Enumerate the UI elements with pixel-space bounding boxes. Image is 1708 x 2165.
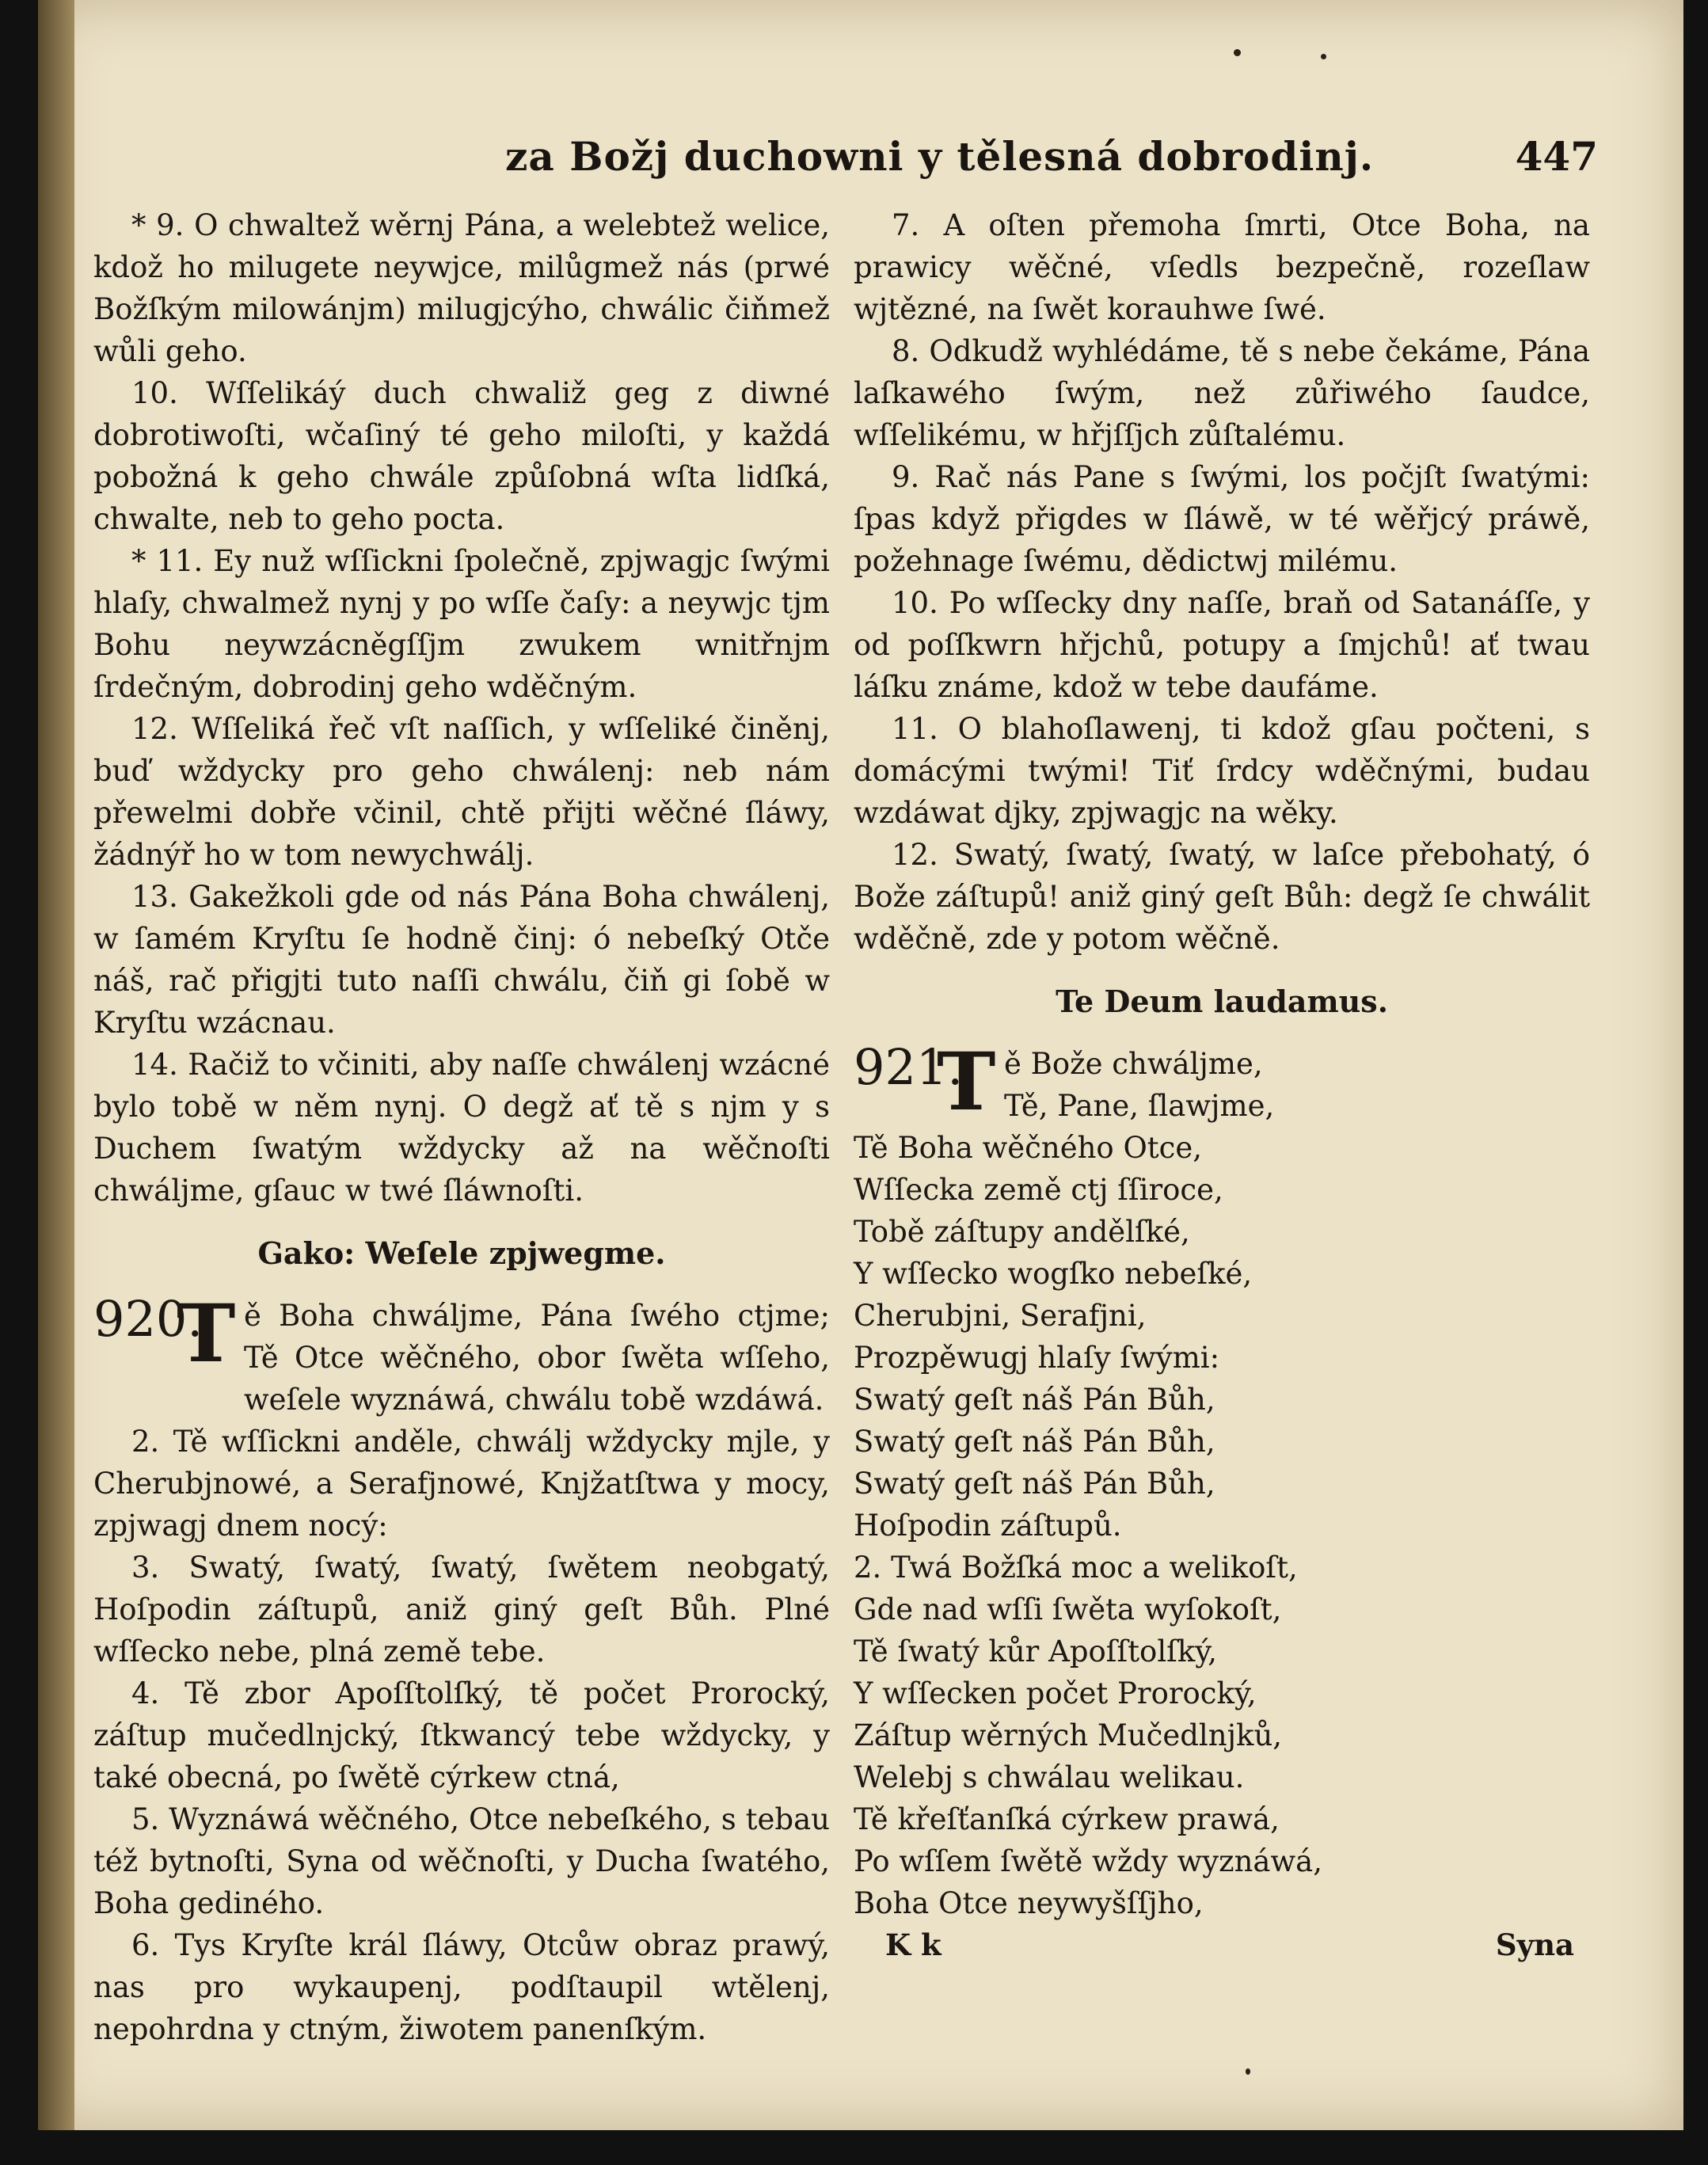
book-gutter (38, 0, 74, 2130)
hymn-line: Y wſſecken počet Prorocký, (854, 1676, 1257, 1710)
left-column (93, 204, 830, 2050)
stanza: 6. Tys Kryſte král ſláwy, Otcůw obraz prawý, nas pro wykaupenj, podſtaupil wtělenj, nepohrdna y ctným, žiwotem panenſkým. (93, 1928, 830, 2046)
hymn-line: Tobě záſtupy andělſké, (854, 1215, 1190, 1249)
stanza: 2. Tě wſſickni anděle, chwálj wždycky mjle, y Cherubjnowé, a Serafjnowé, Knjžatſtwa y mocy, zpjwagj dnem nocý: (93, 1425, 830, 1543)
hymn-first-stanza: ě Boha chwáljme, Pána ſwého ctjme; Tě Otce wěčného, obor ſwěta wſſeho, weſele wyznáwá, chwálu tobě wzdáwá. (244, 1299, 830, 1417)
hymn-line: Záſtup wěrných Mučedlnjků, (854, 1718, 1283, 1752)
hymn-line: Wſſecka země ctj ſſiroce, (854, 1173, 1223, 1207)
right-column (854, 204, 1590, 1969)
stanza: 14. Račiž to včiniti, aby naſſe chwálenj wzácné bylo tobě w něm nynj. O degž ať tě s njm y s Duchem ſwatým wždycky až na wěčnoſti chwáljme, gſauc w twé ſláwnoſti. (93, 1048, 830, 1208)
hymn-number: 921. (854, 1038, 964, 1096)
stanza: 13. Gakežkoli gde od nás Pána Boha chwálenj, w ſamém Kryſtu ſe hodně činj: ó nebeſký Otče náš, rač přigjti tuto naſſi chwálu, čiň gi ſobě w Kryſtu wzácnau. (93, 880, 830, 1040)
hymn-line: Y wſſecko wogſko nebeſké, (854, 1257, 1253, 1291)
hymn-line: Welebj s chwálau welikau. (854, 1760, 1245, 1794)
te-deum-heading: Te Deum laudamus. (1056, 984, 1388, 1019)
page-footer (854, 1924, 1590, 1969)
ink-speck (1234, 49, 1241, 56)
running-header (466, 133, 1598, 188)
stanza: 8. Odkudž wyhlédáme, tě s nebe čekáme, Pána laſkawého ſwým, než zůřiwého ſaudce, wſſelikému, w hřjſſjch zůſtalému. (854, 334, 1590, 452)
ink-speck (1321, 54, 1326, 59)
stanza: 10. Po wſſecky dny naſſe, braň od Satanáſſe, y od poſſkwrn hřjchů, potupy a ſmjchů! ať twau láſku známe, kdož w tebe daufáme. (854, 586, 1590, 704)
stanza: 9. Rač nás Pane s ſwými, los počjſt ſwatými: ſpas když přigdes w ſláwě, w té wěřjcý práwě, požehnage ſwému, dědictwj milému. (854, 460, 1590, 578)
drop-cap: T (177, 1287, 236, 1380)
hymn-line: Cherubjni, Serafjni, (854, 1299, 1147, 1333)
hymn-line: Tě ſwatý kůr Apoſſtolſký, (854, 1634, 1218, 1668)
hymn-921-opening (854, 1035, 1590, 1128)
page-number: 447 (1515, 133, 1598, 180)
stanza: * 11. Ey nuž wſſickni ſpolečně, zpjwagjc ſwými hlaſy, chwalmež nynj y po wſſe čaſy: a neywjc tjm Bohu neywzácněgſſjm zwukem wnitřnjm ſrdečným, dobrodinj geho wděčným. (93, 544, 830, 704)
stanza: 12. Swatý, ſwatý, ſwatý, w laſce přebohatý, ó Bože záſtupů! aniž giný geſt Bůh: degž ſe chwálit wděčně, zde y potom wěčně. (854, 838, 1590, 956)
hymn-line: 2. Twá Božſká moc a welikoſt, (854, 1551, 1298, 1585)
running-title: za Božj duchowni y tělesná dobrodinj. (505, 133, 1375, 180)
stanza: 11. O blahoſlawenj, ti kdož gſau počteni, s domácými twými! Tiť ſrdcy wděčnými, budau wzdáwat djky, zpjwagjc na wěky. (854, 712, 1590, 830)
hymn-line: Tě, Pane, ſlawjme, (1004, 1089, 1275, 1123)
signature-mark: K k (885, 1927, 941, 1962)
hymn-line: Swatý geſt náš Pán Bůh, (854, 1467, 1215, 1501)
stanza: 12. Wſſeliká řeč vſt naſſich, y wſſeliké činěnj, buď wždycky pro geho chwálenj: neb nám přewelmi dobře včinil, chtě přijti wěčné ſláwy, žádnýř ho w tom newychwálj. (93, 712, 830, 872)
stanza: 4. Tě zbor Apoſſtolſký, tě počet Prorocký, záſtup mučedlnjcký, ſtkwancý tebe wždycky, y také obecná, po ſwětě cýrkew ctná, (93, 1676, 830, 1794)
hymn-line: Gde nad wſſi ſwěta wyſokoſt, (854, 1592, 1282, 1627)
drop-cap: T (937, 1035, 996, 1128)
hymn-line: Hoſpodin záſtupů. (854, 1509, 1122, 1543)
hymn-920-opening (93, 1287, 830, 1421)
hymn-line: Tě křeſťanſká cýrkew prawá, (854, 1802, 1280, 1836)
stanza: 3. Swatý, ſwatý, ſwatý, ſwětem neobgatý, Hoſpodin záſtupů, aniž giný geſt Bůh. Plné wſſecko nebe, plná země tebe. (93, 1551, 830, 1668)
stanza: 5. Wyznáwá wěčného, Otce nebeſkého, s tebau též bytnoſti, Syna od wěčnoſti, y Ducha ſwatého, Boha gediného. (93, 1802, 830, 1920)
tune-heading: Gako: Weſele zpjwegme. (257, 1235, 666, 1271)
hymn-line: Po wſſem ſwětě wždy wyznáwá, (854, 1844, 1322, 1878)
hymn-line: Swatý geſt náš Pán Bůh, (854, 1425, 1215, 1459)
hymn-line: Tě Boha wěčného Otce, (854, 1131, 1203, 1165)
catchword: Syna (1495, 1927, 1574, 1962)
stanza: 7. A oſten přemoha ſmrti, Otce Boha, na prawicy wěčné, vſedls bezpečně, rozeſlaw wjtězné, na ſwět korauhwe ſwé. (854, 208, 1590, 326)
stanza: * 9. O chwaltež wěrnj Pána, a welebtež welice, kdož ho milugete neywjce, milůgmež nás (prwé Božſkým milowánjm) milugjcýho, chwálic čiňmež wůli geho. (93, 208, 830, 368)
stanza: 10. Wſſelikáý duch chwaliž geg z diwné dobrotiwoſti, wčaſiný té geho miloſti, y každá pobožná k geho chwále způſobná wſta lidſká, chwalte, neb to geho pocta. (93, 376, 830, 536)
book-page (38, 0, 1683, 2130)
hymn-number: 920. (93, 1290, 204, 1348)
hymn-line: Swatý geſt náš Pán Bůh, (854, 1383, 1215, 1417)
hymn-line: ě Bože chwáljme, (1004, 1047, 1263, 1081)
hymn-line: Prozpěwugj hlaſy ſwými: (854, 1341, 1220, 1375)
hymn-line: Boha Otce neywyšſſjho, (854, 1886, 1204, 1920)
ink-speck (1246, 2068, 1250, 2075)
